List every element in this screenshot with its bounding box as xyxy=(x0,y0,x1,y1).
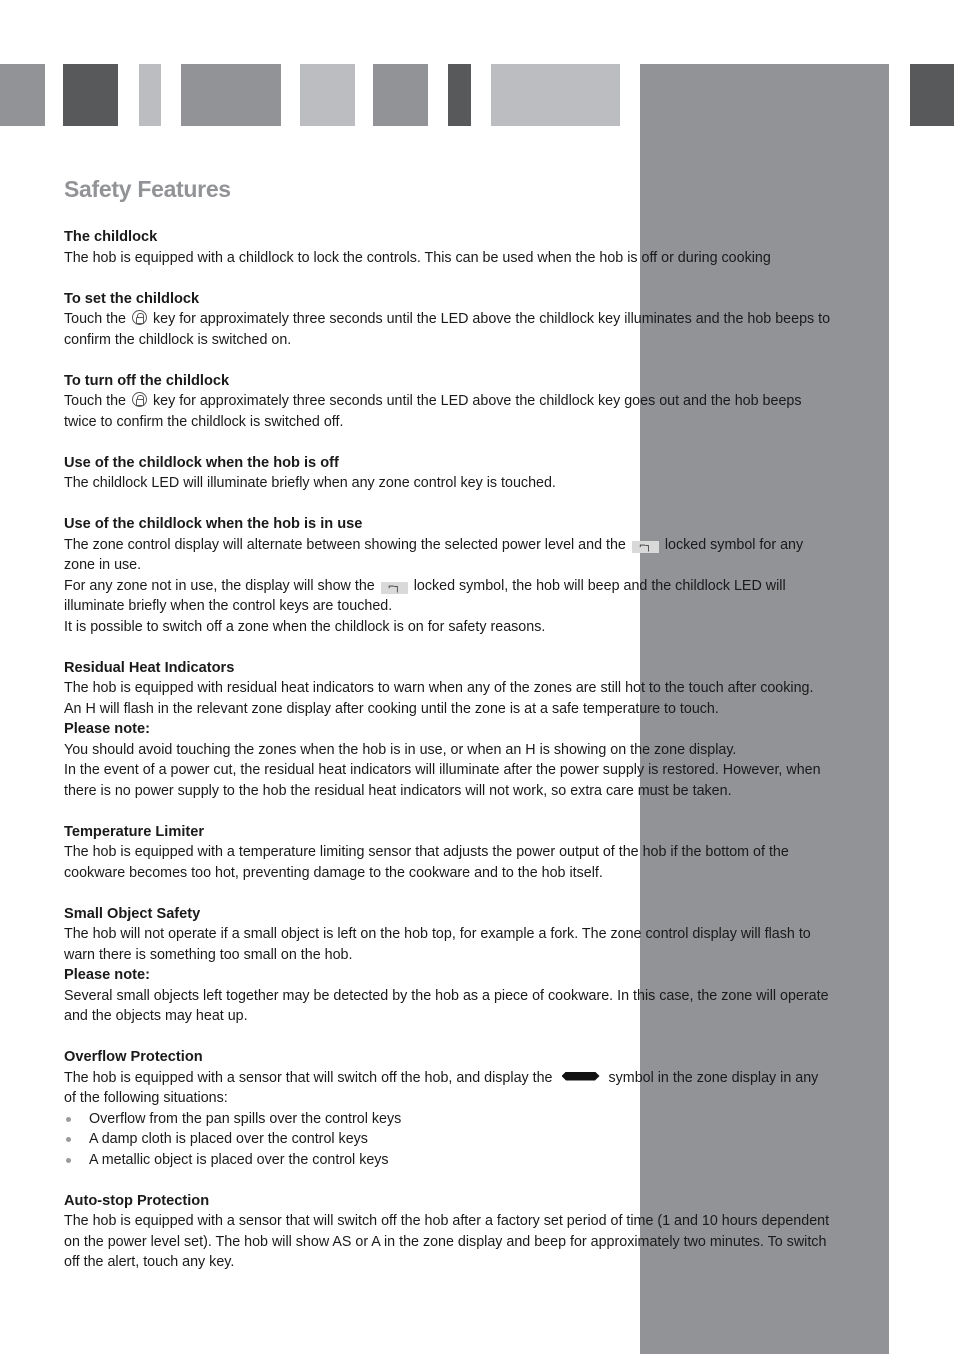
section-childlock-in-use xyxy=(64,514,834,637)
text-after-icon: locked symbol, the hob will beep and the childlock LED will illuminate briefly when the control keys are touched. xyxy=(64,577,786,614)
section-text: The hob is equipped with residual heat indicators to warn when any of the zones are still hot to the touch after cooking. xyxy=(64,680,814,696)
section-childlock-off xyxy=(64,453,834,494)
list-item: A metallic object is placed over the control keys xyxy=(64,1150,834,1171)
section-heading: Overflow Protection xyxy=(64,1049,203,1065)
section-text xyxy=(64,576,834,617)
header-bar-4 xyxy=(181,64,281,126)
section-text xyxy=(64,535,834,576)
padlock-circle-icon xyxy=(132,392,147,407)
header-bar-9 xyxy=(910,64,954,126)
section-text: The childlock LED will illuminate briefly when any zone control key is touched. xyxy=(64,475,556,491)
text-before-icon: The zone control display will alternate between showing the selected power level and the xyxy=(64,536,626,553)
page-title: Safety Features xyxy=(64,176,231,202)
header-bar-8 xyxy=(491,64,620,126)
section-text: It is possible to switch off a zone when the childlock is on for safety reasons. xyxy=(64,618,546,635)
header-bar-6 xyxy=(373,64,428,126)
section-heading: Use of the childlock when the hob is off xyxy=(64,454,339,471)
text-before-icon: Touch the xyxy=(64,311,126,327)
page-content xyxy=(64,176,834,1293)
header-bar-3 xyxy=(139,64,161,126)
note-heading: Please note: xyxy=(64,721,150,737)
section-text: The hob is equipped with a childlock to lock the controls. This can be used when the hob is off or during cooking xyxy=(64,249,771,266)
section-auto-stop xyxy=(64,1191,834,1273)
section-text xyxy=(64,1068,834,1109)
header-bar-5 xyxy=(300,64,355,126)
section-temperature-limiter xyxy=(64,822,834,884)
text-before-icon: The hob is equipped with a sensor that will switch off the hob, and display the xyxy=(64,1069,553,1086)
section-text: The hob is equipped with a sensor that will switch off the hob after a factory set period of time (1 and 10 hours dependent on the power level set). The hob will show AS or A in the zone display and beep for approximately two minutes. To switch off the alert, touch any key. xyxy=(64,1213,830,1270)
section-text xyxy=(64,391,834,432)
text-after-icon: symbol in the zone display in any of the following situations: xyxy=(64,1069,819,1106)
section-heading: Use of the childlock when the hob is in use xyxy=(64,516,363,532)
section-heading: To turn off the childlock xyxy=(64,372,230,389)
section-small-object xyxy=(64,904,834,1027)
text-after-icon: key for approximately three seconds until the LED above the childlock key goes out and the hob beeps twice to confirm the childlock is switched off. xyxy=(64,393,802,430)
section-text: The hob is equipped with a temperature limiting sensor that adjusts the power output of the hob if the bottom of the cookware becomes too hot, preventing damage to the cookware and to the hob itself. xyxy=(64,844,789,881)
section-residual-heat xyxy=(64,658,834,802)
section-heading: The childlock xyxy=(64,229,158,245)
bullet-list xyxy=(64,1109,834,1171)
padlock-circle-icon xyxy=(132,310,147,325)
header-bar-2 xyxy=(63,64,118,126)
section-text: The hob will not operate if a small object is left on the hob top, for example a fork. The zone control display will flash to warn there is something too small on the hob. xyxy=(64,926,811,963)
header-bar-1 xyxy=(0,64,45,126)
section-set-childlock xyxy=(64,289,834,351)
section-text: In the event of a power cut, the residual heat indicators will illuminate after the power supply is restored. However, when there is no power supply to the hob the residual heat indicators will not work, so extra care must be taken. xyxy=(64,762,821,799)
text-after-icon: locked symbol for any zone in use. xyxy=(64,536,804,573)
list-item: A damp cloth is placed over the control keys xyxy=(64,1129,834,1150)
section-text xyxy=(64,309,834,350)
locked-display-icon: ⌐┐ xyxy=(381,582,408,594)
list-item: Overflow from the pan spills over the control keys xyxy=(64,1109,834,1130)
header-bar-7 xyxy=(448,64,471,126)
section-turn-off-childlock xyxy=(64,371,834,433)
text-before-icon: For any zone not in use, the display will show the xyxy=(64,577,375,594)
section-heading: Residual Heat Indicators xyxy=(64,659,235,676)
section-childlock xyxy=(64,227,834,268)
section-text: An H will flash in the relevant zone display after cooking until the zone is at a safe temperature to touch. xyxy=(64,700,719,717)
section-text: Several small objects left together may be detected by the hob as a piece of cookware. In this case, the zone will operate and the objects may heat up. xyxy=(64,987,829,1024)
text-before-icon: Touch the xyxy=(64,393,126,409)
section-text: You should avoid touching the zones when the hob is in use, or when an H is showing on the zone display. xyxy=(64,741,737,758)
section-overflow xyxy=(64,1047,834,1170)
note-heading: Please note: xyxy=(64,967,150,983)
text-after-icon: key for approximately three seconds until the LED above the childlock key illuminates and the hob beeps to confirm the childlock is switched on. xyxy=(64,311,831,348)
section-heading: Auto-stop Protection xyxy=(64,1192,210,1209)
locked-display-icon: ⌐┐ xyxy=(632,541,659,553)
section-heading: Temperature Limiter xyxy=(64,823,205,840)
section-heading: Small Object Safety xyxy=(64,905,201,922)
section-heading: To set the childlock xyxy=(64,290,200,307)
overflow-display-icon xyxy=(562,1072,600,1081)
